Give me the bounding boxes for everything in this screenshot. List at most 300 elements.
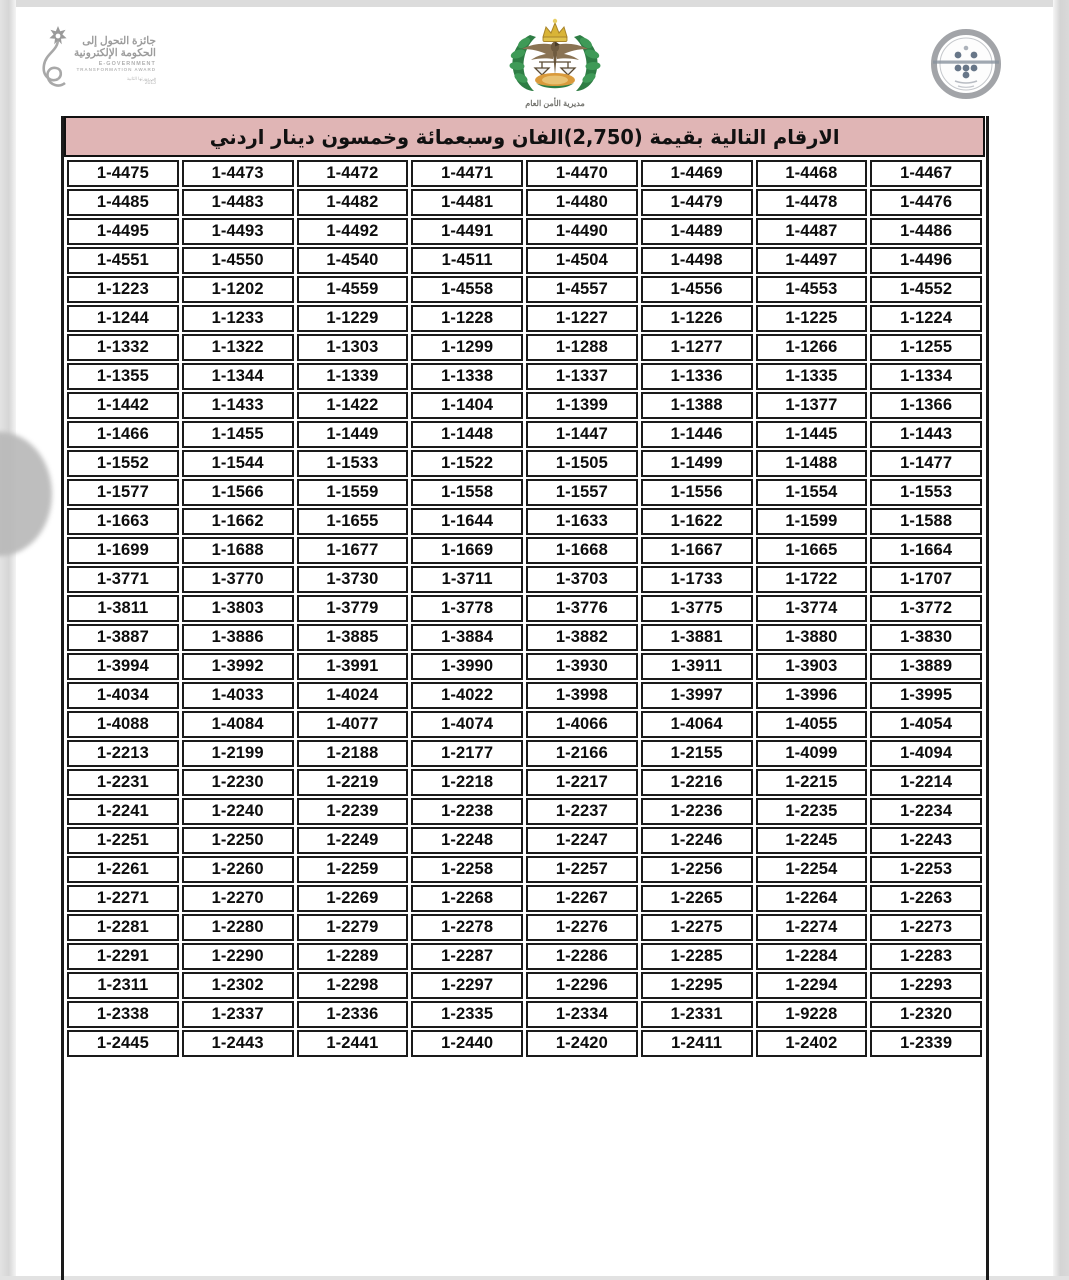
circular-badge-icon xyxy=(931,29,1001,99)
plate-number-cell: 1-4472 xyxy=(297,160,409,187)
plate-number-cell: 1-3776 xyxy=(526,595,638,622)
plate-number-cell: 1-2290 xyxy=(182,943,294,970)
plate-number-cell: 1-2155 xyxy=(641,740,753,767)
plate-number-cell: 1-3998 xyxy=(526,682,638,709)
plate-number-cell: 1-4055 xyxy=(756,711,868,738)
e-government-award-logo xyxy=(32,23,162,105)
plate-number-cell: 1-1404 xyxy=(411,392,523,419)
plate-number-cell: 1-3997 xyxy=(641,682,753,709)
table-row xyxy=(67,450,982,477)
plate-number-cell: 1-4487 xyxy=(756,218,868,245)
plate-number-cell: 1-4556 xyxy=(641,276,753,303)
plate-number-cell: 1-4468 xyxy=(756,160,868,187)
plate-number-cell: 1-4483 xyxy=(182,189,294,216)
plate-number-cell: 1-1443 xyxy=(870,421,982,448)
plate-number-cell: 1-2334 xyxy=(526,1001,638,1028)
plate-number-cell: 1-2238 xyxy=(411,798,523,825)
plate-number-cell: 1-3994 xyxy=(67,653,179,680)
table-row xyxy=(67,160,982,187)
table-row xyxy=(67,247,982,274)
table-title-text: الارقام التالية بقيمة (2,750)الفان وسبعمائة وخمسون دينار اردني xyxy=(209,124,840,149)
table-row xyxy=(67,479,982,506)
plate-number-cell: 1-1226 xyxy=(641,305,753,332)
scan-edge-left xyxy=(0,0,16,1280)
plate-number-cell: 1-2336 xyxy=(297,1001,409,1028)
plate-number-cell: 1-1448 xyxy=(411,421,523,448)
plate-number-cell: 1-4480 xyxy=(526,189,638,216)
plate-number-cell: 1-9228 xyxy=(756,1001,868,1028)
plate-number-cell: 1-1233 xyxy=(182,305,294,332)
plate-number-cell: 1-1336 xyxy=(641,363,753,390)
plate-number-cell: 1-2287 xyxy=(411,943,523,970)
scan-edge-right xyxy=(1053,0,1069,1280)
plate-number-cell: 1-1433 xyxy=(182,392,294,419)
plate-number-cell: 1-2251 xyxy=(67,827,179,854)
plate-number-cell: 1-4471 xyxy=(411,160,523,187)
psd-emblem-icon xyxy=(490,17,620,97)
table-row xyxy=(67,856,982,883)
plate-number-cell: 1-2445 xyxy=(67,1030,179,1057)
table-row xyxy=(67,537,982,564)
plate-number-cell: 1-2257 xyxy=(526,856,638,883)
plate-number-cell: 1-1667 xyxy=(641,537,753,564)
plate-number-cell: 1-2311 xyxy=(67,972,179,999)
six-star-badge-logo xyxy=(931,29,1001,99)
plate-number-cell: 1-4489 xyxy=(641,218,753,245)
plate-number-cell: 1-3882 xyxy=(526,624,638,651)
plate-number-cell: 1-4024 xyxy=(297,682,409,709)
plate-number-cell: 1-1664 xyxy=(870,537,982,564)
plate-number-cell: 1-2250 xyxy=(182,827,294,854)
plate-number-cell: 1-2281 xyxy=(67,914,179,941)
plate-number-cell: 1-4473 xyxy=(182,160,294,187)
plate-number-cell: 1-4557 xyxy=(526,276,638,303)
plate-number-cell: 1-2261 xyxy=(67,856,179,883)
plate-number-cell: 1-2276 xyxy=(526,914,638,941)
table-row xyxy=(67,827,982,854)
plate-number-cell: 1-1699 xyxy=(67,537,179,564)
plate-number-cell: 1-2279 xyxy=(297,914,409,941)
plate-number-cell: 1-4033 xyxy=(182,682,294,709)
plate-number-cell: 1-2269 xyxy=(297,885,409,912)
plate-number-cell: 1-2247 xyxy=(526,827,638,854)
table-title-bar xyxy=(64,116,985,157)
plate-number-cell: 1-4479 xyxy=(641,189,753,216)
plate-number-cell: 1-3774 xyxy=(756,595,868,622)
plate-number-cell: 1-2402 xyxy=(756,1030,868,1057)
plate-number-cell: 1-4486 xyxy=(870,218,982,245)
plate-number-cell: 1-3992 xyxy=(182,653,294,680)
plate-number-cell: 1-4054 xyxy=(870,711,982,738)
plate-number-cell: 1-1277 xyxy=(641,334,753,361)
scan-edge-top xyxy=(0,0,1069,7)
plate-number-cell: 1-1322 xyxy=(182,334,294,361)
plate-number-cell: 1-3990 xyxy=(411,653,523,680)
plate-number-cell: 1-2217 xyxy=(526,769,638,796)
plate-number-cell: 1-2219 xyxy=(297,769,409,796)
plate-number-cell: 1-1552 xyxy=(67,450,179,477)
plate-number-cell: 1-1355 xyxy=(67,363,179,390)
table-row xyxy=(67,682,982,709)
plate-number-cell: 1-1533 xyxy=(297,450,409,477)
plate-number-cell: 1-2259 xyxy=(297,856,409,883)
plate-number-cell: 1-2245 xyxy=(756,827,868,854)
table-row xyxy=(67,218,982,245)
plate-number-cell: 1-2248 xyxy=(411,827,523,854)
psd-crown-icon xyxy=(543,19,567,42)
plate-number-cell: 1-2274 xyxy=(756,914,868,941)
award-flame-icon xyxy=(32,23,72,101)
plate-number-cell: 1-4493 xyxy=(182,218,294,245)
table-row xyxy=(67,566,982,593)
plate-number-cell: 1-1337 xyxy=(526,363,638,390)
scan-smudge-artifact xyxy=(0,432,52,556)
plate-number-cell: 1-4088 xyxy=(67,711,179,738)
plate-number-cell: 1-2231 xyxy=(67,769,179,796)
grid-rule-right xyxy=(986,116,989,1280)
plate-number-cell: 1-4469 xyxy=(641,160,753,187)
plate-number-cell: 1-4099 xyxy=(756,740,868,767)
plate-number-cell: 1-1388 xyxy=(641,392,753,419)
plate-number-cell: 1-3779 xyxy=(297,595,409,622)
table-row xyxy=(67,1001,982,1028)
plate-number-cell: 1-4552 xyxy=(870,276,982,303)
plate-number-cell: 1-4475 xyxy=(67,160,179,187)
plate-number-cell: 1-2440 xyxy=(411,1030,523,1057)
plate-number-cell: 1-3772 xyxy=(870,595,982,622)
plate-number-cell: 1-1554 xyxy=(756,479,868,506)
award-arabic-line-4: 2013 xyxy=(144,79,156,86)
plate-number-cell: 1-3775 xyxy=(641,595,753,622)
plate-number-cell: 1-1633 xyxy=(526,508,638,535)
plate-number-cell: 1-3903 xyxy=(756,653,868,680)
table-row xyxy=(67,508,982,535)
plate-number-cell: 1-2302 xyxy=(182,972,294,999)
plate-number-cell: 1-1266 xyxy=(756,334,868,361)
plate-number-cell: 1-2166 xyxy=(526,740,638,767)
plate-number-cell: 1-2294 xyxy=(756,972,868,999)
plate-number-cell: 1-3885 xyxy=(297,624,409,651)
plate-number-cell: 1-1223 xyxy=(67,276,179,303)
plate-number-cell: 1-3711 xyxy=(411,566,523,593)
plate-number-cell: 1-2443 xyxy=(182,1030,294,1057)
plate-number-cell: 1-4074 xyxy=(411,711,523,738)
plate-number-cell: 1-1303 xyxy=(297,334,409,361)
plate-number-cell: 1-4496 xyxy=(870,247,982,274)
plate-number-cell: 1-2188 xyxy=(297,740,409,767)
plate-number-cell: 1-4550 xyxy=(182,247,294,274)
plate-number-cell: 1-3880 xyxy=(756,624,868,651)
plate-numbers-body xyxy=(67,160,982,1057)
plate-number-cell: 1-4558 xyxy=(411,276,523,303)
plate-number-cell: 1-2216 xyxy=(641,769,753,796)
plate-number-cell: 1-2291 xyxy=(67,943,179,970)
table-row xyxy=(67,769,982,796)
plate-number-cell: 1-2271 xyxy=(67,885,179,912)
table-row xyxy=(67,740,982,767)
plate-number-cell: 1-4467 xyxy=(870,160,982,187)
plate-number-cell: 1-2258 xyxy=(411,856,523,883)
plate-number-cell: 1-3995 xyxy=(870,682,982,709)
plate-number-cell: 1-1202 xyxy=(182,276,294,303)
plate-number-cell: 1-2339 xyxy=(870,1030,982,1057)
plate-number-cell: 1-1422 xyxy=(297,392,409,419)
table-row xyxy=(67,305,982,332)
table-row xyxy=(67,1030,982,1057)
plate-number-cell: 1-1455 xyxy=(182,421,294,448)
plate-number-cell: 1-4491 xyxy=(411,218,523,245)
plate-number-cell: 1-2280 xyxy=(182,914,294,941)
table-row xyxy=(67,711,982,738)
table-row xyxy=(67,885,982,912)
plate-number-cell: 1-4481 xyxy=(411,189,523,216)
plate-number-cell: 1-2199 xyxy=(182,740,294,767)
plate-number-cell: 1-2249 xyxy=(297,827,409,854)
plate-number-cell: 1-1622 xyxy=(641,508,753,535)
plate-number-cell: 1-1722 xyxy=(756,566,868,593)
plate-number-cell: 1-2273 xyxy=(870,914,982,941)
plate-number-cell: 1-2296 xyxy=(526,972,638,999)
plate-number-cell: 1-2320 xyxy=(870,1001,982,1028)
plate-number-cell: 1-1244 xyxy=(67,305,179,332)
plate-number-cell: 1-2411 xyxy=(641,1030,753,1057)
award-arabic-line-1: جائزة التحول إلى xyxy=(82,35,156,47)
psd-eagle-icon xyxy=(522,42,588,75)
plate-number-cell: 1-1566 xyxy=(182,479,294,506)
plate-number-cell: 1-2253 xyxy=(870,856,982,883)
plate-number-cell: 1-2235 xyxy=(756,798,868,825)
table-row xyxy=(67,624,982,651)
award-arabic-line-3: في دورتها الثانية xyxy=(126,75,156,81)
plate-number-cell: 1-1688 xyxy=(182,537,294,564)
plate-number-cell: 1-4540 xyxy=(297,247,409,274)
plate-number-cell: 1-3930 xyxy=(526,653,638,680)
plate-number-cell: 1-1663 xyxy=(67,508,179,535)
table-row xyxy=(67,334,982,361)
plate-number-cell: 1-2240 xyxy=(182,798,294,825)
plate-number-cell: 1-1288 xyxy=(526,334,638,361)
award-english-line-2: TRANSFORMATION AWARD xyxy=(76,67,156,73)
table-row xyxy=(67,972,982,999)
plate-number-cell: 1-1655 xyxy=(297,508,409,535)
table-row xyxy=(67,189,982,216)
plate-number-cell: 1-2236 xyxy=(641,798,753,825)
plate-number-cell: 1-4066 xyxy=(526,711,638,738)
plate-number-cell: 1-2177 xyxy=(411,740,523,767)
plate-number-cell: 1-1442 xyxy=(67,392,179,419)
plate-number-cell: 1-1255 xyxy=(870,334,982,361)
plate-number-cell: 1-1447 xyxy=(526,421,638,448)
plate-number-cell: 1-4511 xyxy=(411,247,523,274)
plate-number-cell: 1-4497 xyxy=(756,247,868,274)
plate-number-cell: 1-4476 xyxy=(870,189,982,216)
plate-number-cell: 1-1733 xyxy=(641,566,753,593)
plate-number-cell: 1-2420 xyxy=(526,1030,638,1057)
plate-number-cell: 1-4504 xyxy=(526,247,638,274)
plate-number-cell: 1-1477 xyxy=(870,450,982,477)
table-row xyxy=(67,421,982,448)
plate-number-cell: 1-4482 xyxy=(297,189,409,216)
table-row xyxy=(67,653,982,680)
plate-number-cell: 1-1588 xyxy=(870,508,982,535)
award-english-line-1: E-GOVERNMENT xyxy=(98,60,156,67)
plate-number-cell: 1-4498 xyxy=(641,247,753,274)
plate-number-cell: 1-4559 xyxy=(297,276,409,303)
plate-number-cell: 1-1366 xyxy=(870,392,982,419)
plate-number-cell: 1-1446 xyxy=(641,421,753,448)
plate-number-cell: 1-3830 xyxy=(870,624,982,651)
plate-number-cell: 1-1299 xyxy=(411,334,523,361)
plate-number-cell: 1-1707 xyxy=(870,566,982,593)
plate-number-cell: 1-2237 xyxy=(526,798,638,825)
plate-number-cell: 1-4034 xyxy=(67,682,179,709)
plate-number-cell: 1-1577 xyxy=(67,479,179,506)
plate-number-cell: 1-3886 xyxy=(182,624,294,651)
plate-number-cell: 1-1334 xyxy=(870,363,982,390)
plate-number-cell: 1-2241 xyxy=(67,798,179,825)
plate-number-cell: 1-4064 xyxy=(641,711,753,738)
plate-number-cell: 1-2214 xyxy=(870,769,982,796)
plate-number-cell: 1-2260 xyxy=(182,856,294,883)
plate-number-cell: 1-3889 xyxy=(870,653,982,680)
plate-number-cell: 1-3770 xyxy=(182,566,294,593)
plate-number-cell: 1-1505 xyxy=(526,450,638,477)
plate-number-cell: 1-1553 xyxy=(870,479,982,506)
plate-number-cell: 1-2295 xyxy=(641,972,753,999)
plate-number-cell: 1-1225 xyxy=(756,305,868,332)
table-row xyxy=(67,798,982,825)
award-arabic-line-2: الحكومة الإلكترونية xyxy=(74,47,156,60)
plate-number-cell: 1-1466 xyxy=(67,421,179,448)
plate-number-cell: 1-2264 xyxy=(756,885,868,912)
plate-number-cell: 1-1557 xyxy=(526,479,638,506)
table-row xyxy=(67,392,982,419)
plate-number-cell: 1-1227 xyxy=(526,305,638,332)
plate-number-cell: 1-2218 xyxy=(411,769,523,796)
plate-number-cell: 1-1556 xyxy=(641,479,753,506)
plate-number-cell: 1-2286 xyxy=(526,943,638,970)
plate-number-cell: 1-2441 xyxy=(297,1030,409,1057)
plate-number-cell: 1-2270 xyxy=(182,885,294,912)
plate-number-cell: 1-1558 xyxy=(411,479,523,506)
plate-number-cell: 1-2278 xyxy=(411,914,523,941)
plate-number-cell: 1-3771 xyxy=(67,566,179,593)
plate-number-cell: 1-2254 xyxy=(756,856,868,883)
plate-number-cell: 1-1665 xyxy=(756,537,868,564)
plate-number-cell: 1-2263 xyxy=(870,885,982,912)
plate-number-cell: 1-4478 xyxy=(756,189,868,216)
plate-number-cell: 1-1559 xyxy=(297,479,409,506)
plate-number-cell: 1-4485 xyxy=(67,189,179,216)
plate-number-cell: 1-2338 xyxy=(67,1001,179,1028)
plate-number-cell: 1-4495 xyxy=(67,218,179,245)
public-security-directorate-logo xyxy=(490,17,620,112)
plate-number-cell: 1-1668 xyxy=(526,537,638,564)
plate-number-cell: 1-1599 xyxy=(756,508,868,535)
table-row xyxy=(67,914,982,941)
plate-number-cell: 1-1335 xyxy=(756,363,868,390)
table-row xyxy=(67,276,982,303)
plate-number-cell: 1-2246 xyxy=(641,827,753,854)
plate-number-cell: 1-1228 xyxy=(411,305,523,332)
plate-number-cell: 1-4077 xyxy=(297,711,409,738)
plate-number-cell: 1-2337 xyxy=(182,1001,294,1028)
plate-number-cell: 1-1339 xyxy=(297,363,409,390)
plate-number-cell: 1-2285 xyxy=(641,943,753,970)
plate-number-cell: 1-1332 xyxy=(67,334,179,361)
plate-number-cell: 1-2268 xyxy=(411,885,523,912)
plate-number-cell: 1-2239 xyxy=(297,798,409,825)
plate-number-cell: 1-2298 xyxy=(297,972,409,999)
plate-number-cell: 1-2293 xyxy=(870,972,982,999)
plate-number-cell: 1-2289 xyxy=(297,943,409,970)
plate-number-cell: 1-2230 xyxy=(182,769,294,796)
plate-number-cell: 1-2265 xyxy=(641,885,753,912)
table-row xyxy=(67,595,982,622)
plate-number-cell: 1-3730 xyxy=(297,566,409,593)
scan-edge-bottom xyxy=(0,1276,1069,1280)
plate-number-cell: 1-1224 xyxy=(870,305,982,332)
plate-number-cell: 1-1338 xyxy=(411,363,523,390)
plate-number-cell: 1-4551 xyxy=(67,247,179,274)
plate-number-cell: 1-2297 xyxy=(411,972,523,999)
table-row xyxy=(67,363,982,390)
plate-number-cell: 1-3881 xyxy=(641,624,753,651)
plate-number-cell: 1-2243 xyxy=(870,827,982,854)
plate-number-cell: 1-2215 xyxy=(756,769,868,796)
plate-number-cell: 1-2213 xyxy=(67,740,179,767)
plate-number-cell: 1-2284 xyxy=(756,943,868,970)
plate-number-cell: 1-1488 xyxy=(756,450,868,477)
document-header xyxy=(16,7,1053,112)
plate-number-cell: 1-3778 xyxy=(411,595,523,622)
plate-number-cell: 1-4492 xyxy=(297,218,409,245)
plate-number-cell: 1-4094 xyxy=(870,740,982,767)
plate-number-cell: 1-1644 xyxy=(411,508,523,535)
plate-number-cell: 1-1677 xyxy=(297,537,409,564)
plate-number-cell: 1-3803 xyxy=(182,595,294,622)
table-row xyxy=(67,943,982,970)
plate-number-cell: 1-4470 xyxy=(526,160,638,187)
plate-number-cell: 1-3884 xyxy=(411,624,523,651)
plate-numbers-table xyxy=(64,158,985,1059)
plate-number-cell: 1-2335 xyxy=(411,1001,523,1028)
plate-number-cell: 1-1669 xyxy=(411,537,523,564)
plate-number-cell: 1-3911 xyxy=(641,653,753,680)
plate-number-cell: 1-2275 xyxy=(641,914,753,941)
plate-number-cell: 1-1662 xyxy=(182,508,294,535)
plate-number-cell: 1-1229 xyxy=(297,305,409,332)
plate-number-cell: 1-1449 xyxy=(297,421,409,448)
plate-number-cell: 1-1377 xyxy=(756,392,868,419)
plate-number-cell: 1-2234 xyxy=(870,798,982,825)
plate-number-cell: 1-3996 xyxy=(756,682,868,709)
plate-number-cell: 1-1344 xyxy=(182,363,294,390)
plate-number-cell: 1-1499 xyxy=(641,450,753,477)
psd-caption: مديرية الأمن العام xyxy=(525,99,585,108)
plate-number-cell: 1-3991 xyxy=(297,653,409,680)
plate-number-cell: 1-4022 xyxy=(411,682,523,709)
plate-number-cell: 1-3887 xyxy=(67,624,179,651)
plate-number-cell: 1-1544 xyxy=(182,450,294,477)
plate-number-cell: 1-2256 xyxy=(641,856,753,883)
plate-number-cell: 1-4084 xyxy=(182,711,294,738)
plate-number-cell: 1-1522 xyxy=(411,450,523,477)
plate-number-cell: 1-1399 xyxy=(526,392,638,419)
plate-number-cell: 1-2331 xyxy=(641,1001,753,1028)
plate-number-cell: 1-3811 xyxy=(67,595,179,622)
plate-number-cell: 1-2283 xyxy=(870,943,982,970)
